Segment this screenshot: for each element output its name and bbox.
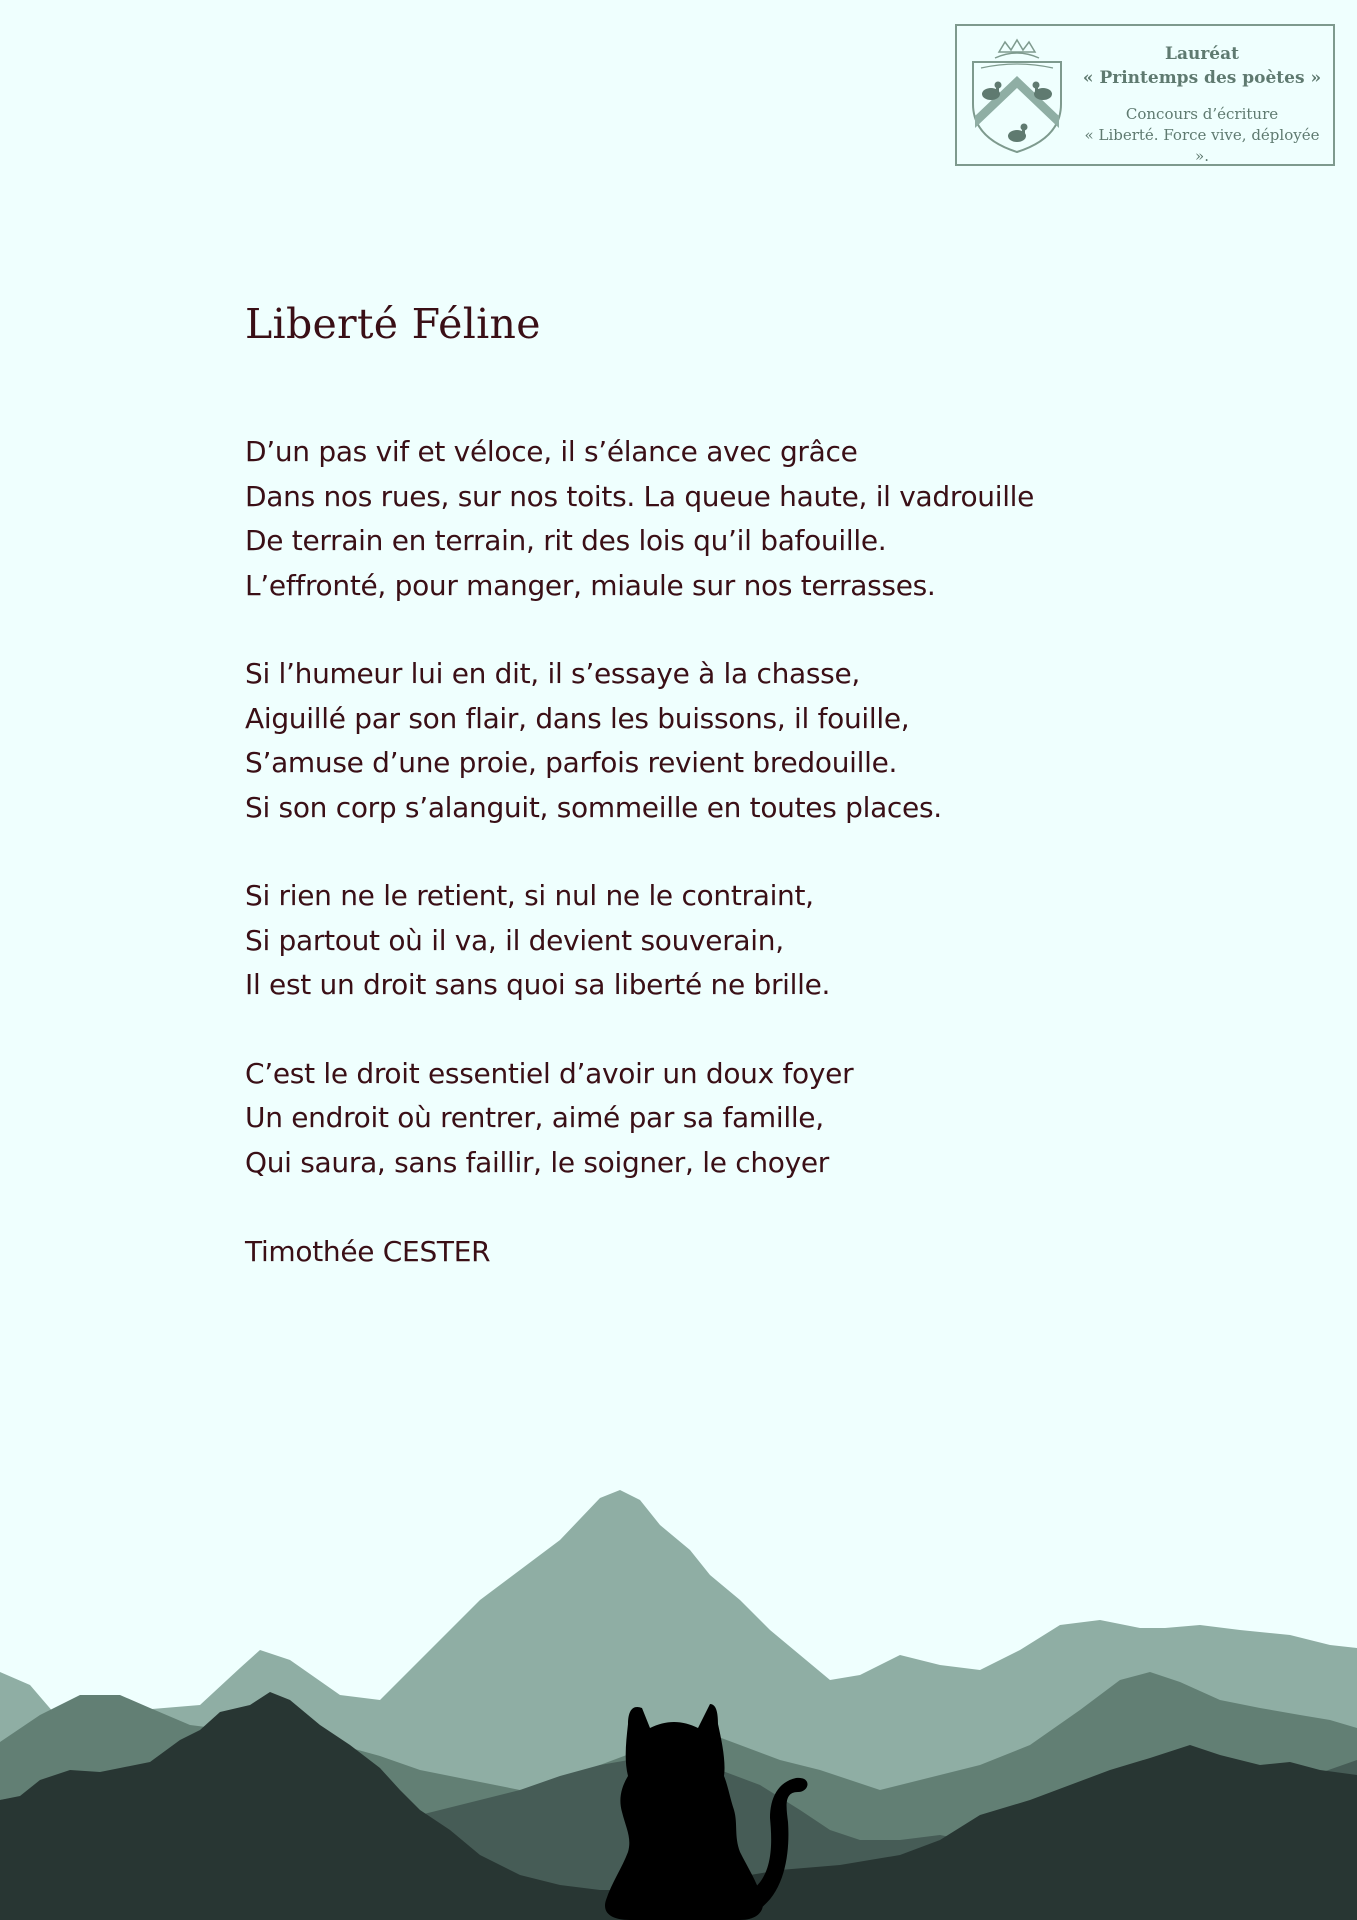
badge-subtitle-line2: « Liberté. Force vive, déployée ». [1084,126,1320,165]
poem-line: Si rien ne le retient, si nul ne le contraint, [245,879,814,912]
poem-line: L’effronté, pour manger, miaule sur nos terrasses. [245,568,936,602]
poem-line: Si son corp s’alanguit, sommeille en toutes places. [245,790,942,824]
poem-line: C’est le droit essentiel d’avoir un doux foyer [245,1056,854,1090]
stanza [245,874,1145,1008]
laureate-badge [955,24,1335,166]
stanza [245,652,1145,830]
poem-line: Si partout où il va, il devient souverain, [245,923,784,957]
poem-author: Timothée CESTER [245,1235,491,1268]
poem-line: Aiguillé par son flair, dans les buissons, il fouille, [245,701,910,735]
poem-line: S’amuse d’une proie, parfois revient bredouille. [245,746,898,779]
poem-line: Dans nos rues, sur nos toits. La queue haute, il vadrouille [245,479,1035,513]
coat-of-arms-icon [969,38,1065,154]
badge-title-line1: Lauréat [1165,44,1239,64]
stanza [245,1052,1145,1186]
stanza [245,430,1145,608]
poem-line: De terrain en terrain, rit des lois qu’il bafouille. [245,524,887,557]
poem-line: Il est un droit sans quoi sa liberté ne brille. [245,968,831,1001]
poem-line: Si l’humeur lui en dit, il s’essaye à la chasse, [245,657,860,690]
poem-line: Un endroit où rentrer, aimé par sa famille, [245,1101,824,1134]
poem-line: D’un pas vif et véloce, il s’élance avec grâce [245,435,858,468]
poem-title: Liberté Féline [245,300,541,348]
poem-line: Qui saura, sans faillir, le soigner, le choyer [245,1145,830,1179]
poem-body [245,430,1145,1229]
badge-subtitle-line1: Concours d’écriture [1125,105,1279,123]
badge-text [1077,42,1327,167]
badge-title-line2: « Printemps des poètes » [1082,68,1322,88]
mountain-landscape [0,1480,1357,1920]
